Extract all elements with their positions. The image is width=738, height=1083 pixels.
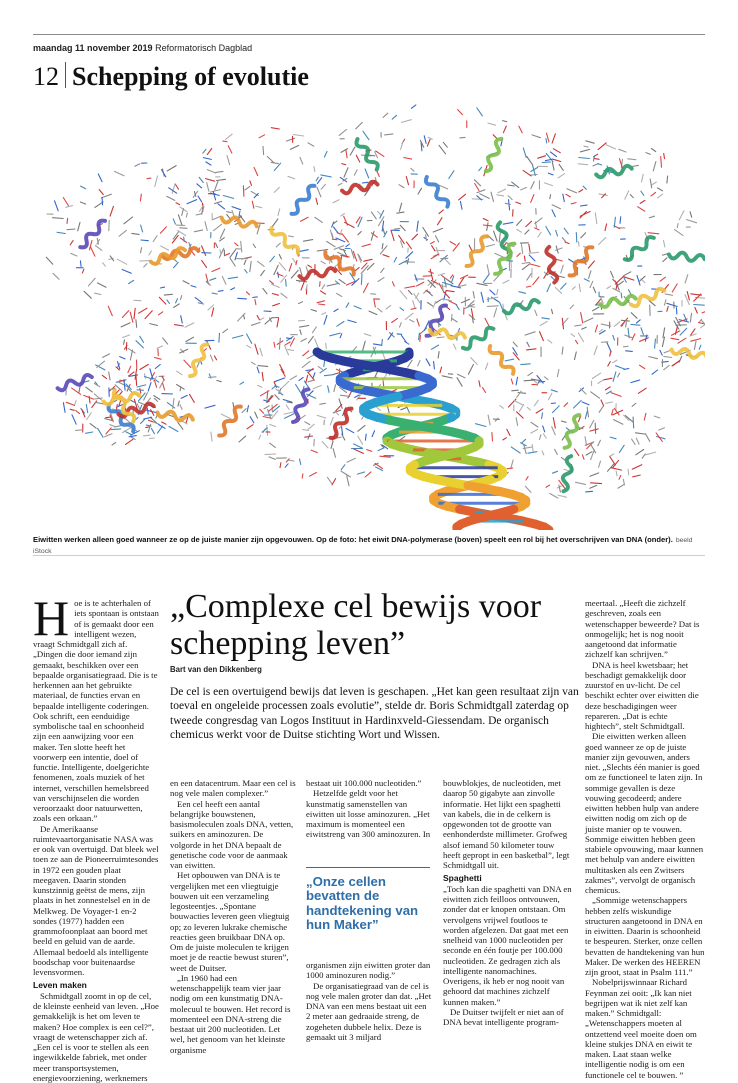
paragraph: De Amerikaanse ruimtevaartorganisatie NASA was er ook van overtuigd. Dat bleek wel toen ze aan de Pioneerruimtesondes in 1972 een gouden plaat meegaven. Daarin stonden kunstzinnig geëtst de mens, zijn plaats in het zonnestelsel en in de Melkweg. De Voyager-1 en-2 sondes (1977) hadden een grammofoonplaat aan boord met beeld en geluid van de aarde. Allemaal bedoeld als intelligente boodschap voor buitenaardse levensvormen.: [33, 824, 159, 978]
drop-cap: H: [33, 598, 69, 638]
paragraph: „Sommige wetenschappers hebben zelfs wiskundige structuren aangetoond in DNA en in eiwitten. Daarin is schoonheid te bespeuren. Sterker, onze cellen bevatten de handtekening van hun Maker. De werken des HEEREN zijn groot, staat in Psalm 111.”: [585, 895, 705, 977]
paragraph: [33, 598, 159, 824]
pull-quote: „Onze cellen bevatten de handtekening van hun Maker”: [306, 867, 430, 933]
article-column-3: [306, 778, 432, 840]
dna-double-helix: [317, 352, 549, 530]
paragraph: Hetzelfde geldt voor het kunstmatig samenstellen van eiwitten uit losse aminozuren. „Het maximum is momenteel een eiwitstreng van 300 aminozuren. In: [306, 788, 432, 839]
paragraph-text: oe is te achterhalen of iets spontaan is ontstaan of is gemaakt door een intelligent wezen, vraagt Schmidtgall zich af. „Dingen die door iemand zijn gemaakt, beschikken over een bepaalde organisatiegraad. Die is te herkennen aan het gebruikte materiaal, de functies ervan en bepaalde intelligente coderingen. Ook schrift, een eenduidige symbolische taal en schoonheid zijn een aanwijzing voor een maker. Ten slotte heeft het voorwerp een intentie, doel of functie. Intelligente, doelgerichte fenomenen, zoals muziek of het internet, verschillen hemelsbreed van verschijnselen die worden veroorzaakt door natuurwetten, zoals een orkaan.”: [33, 598, 159, 823]
article-byline: Bart van den Dikkenberg: [170, 665, 262, 674]
paragraph: De Duitser twijfelt er niet aan of DNA bevat intelligente program-: [443, 1007, 573, 1028]
caption-text: Eiwitten werken alleen goed wanneer ze op de juiste manier zijn opgevouwen. Op de foto: het eiwit DNA-polymerase (boven) speelt een rol bij het overschrijven van DNA (onder).: [33, 535, 673, 544]
dateline: [33, 43, 252, 53]
paragraph: DNA is heel kwetsbaar; het beschadigt gemakkelijk door zuurstof en uv-licht. De cel beschikt echter over eiwitten die deze beschadigingen weer repareren. „Dat is echte hightech”, stelt Schmidtgall.: [585, 660, 705, 732]
article-column-3-continued: [306, 960, 432, 1042]
subheading-spaghetti: Spaghetti: [443, 873, 573, 884]
issue-date: maandag 11 november 2019: [33, 43, 153, 53]
photo-caption: [33, 535, 705, 557]
paragraph: „In 1960 had een wetenschappelijk team vier jaar nodig om een kunstmatig DNA-molecuul te bouwen. Het record is momenteel een DNA-streng die bestaat uit 200 nucleotiden. Let wel, het genoom van het kleinste organisme: [170, 973, 296, 1055]
paragraph: Schmidtgall zoomt in op de cel, de kleinste eenheid van leven. „Hoe gemakkelijk is het om leven te maken? Hoe complex is een cel?”, vraagt de wetenschapper zich af. „Een cel is voor te stellen als een ingewikkelde fabriek, met onder meer transportsystemen, energievoorziening, werknemers: [33, 991, 159, 1083]
header-separator: [65, 62, 66, 88]
paragraph: bouwblokjes, de nucleotiden, met daarop 50 gigabyte aan zinvolle informatie. Het lijkt een spaghetti van kabels, die in de celkern is opgewonden tot de grootte van eenhonderdste millimeter. Grofweg alsof iemand 50 kilometer touw heeft gepropt in een basketbal”, legt Schmidtgall uit.: [443, 778, 573, 870]
paragraph: Nobelprijswinnaar Richard Feynman zei ooit: „Ik kan niet begrijpen wat ik niet zelf kan maken.” Schmidtgall: „Wetenschappers moeten al ontzettend veel moeite doen om kleine stukjes DNA en eiwit te maken. Laat staan welke intelligentie nodig is om een functionele cel te bouwen. ”: [585, 977, 705, 1080]
dna-polymerase-illustration: [33, 102, 705, 530]
paragraph: De organisatiegraad van de cel is nog vele malen groter dan dat. „Het DNA van een mens bestaat uit een 2 meter aan gedraaide streng, de zogeheten dubbele helix. Deze is gemaakt uit 3 miljard: [306, 981, 432, 1043]
article-column-2: [170, 778, 296, 1055]
photo-credit: beeld iStock: [33, 537, 692, 555]
publication-name: Reformatorisch Dagblad: [155, 43, 252, 53]
subheading-leven-maken: Leven maken: [33, 980, 159, 991]
paragraph: „Toch kan die spaghetti van DNA en eiwitten zich feilloos ontvouwen, zonder dat er knopen ontstaan. Om vervolgens vrijwel foutloos te worden afgelezen. Dat gaat met een snelheid van 1000 nucleotiden per seconde en één foutje per 100.000 nucleotiden. Ze gedragen zich als intelligente nanomachines. Overigens, ik heb er nog nooit van gehoord dat machines zichzelf kunnen maken.”: [443, 884, 573, 1007]
caption-rule: [33, 555, 705, 556]
article-column-4: [443, 778, 573, 1027]
section-title: Schepping of evolutie: [72, 64, 309, 90]
page-number: 12: [33, 64, 59, 90]
article-column-1: [33, 598, 159, 1083]
header-rule: [33, 34, 705, 35]
paragraph: Een cel heeft een aantal belangrijke bouwstenen, basismoleculen zoals DNA, vetten, suikers en aminozuren. De volgorde in het DNA bepaalt de genetische code voor de aanmaak van eiwitten.: [170, 799, 296, 871]
article-headline: „Complexe cel bewijs voor schepping leven”: [170, 588, 590, 662]
article-intro: De cel is een overtuigend bewijs dat leven is geschapen. „Het kan geen resultaat zijn van toeval en ongeleide processen zoals evolutie”, stelde dr. Boris Schmidtgall zaterdag op tweede congresdag van Logos Instituut in Hardinxveld-Giessendam. De organisch chemicus werkt voor de Duitse stichting Wort und Wissen.: [170, 685, 588, 742]
paragraph: bestaat uit 100.000 nucleotiden.”: [306, 778, 432, 788]
paragraph: meertaal. „Heeft die zichzelf geschreven, zoals een wetenschapper beweerde? Dat is onmogelijk; het is nog nooit aangetoond dat informatie zichzelf kan schrijven.”: [585, 598, 705, 660]
article-photo: [33, 102, 705, 530]
paragraph: Het opbouwen van DNA is te vergelijken met een vliegtuigje bouwen uit een verzameling legosteentjes. „Spontane bouwacties leveren geen vliegtuig op; zo leveren lukrake chemische reacties geen bruikbaar DNA op. Om de juiste moleculen te krijgen moet je de reactie bewust sturen”, weet de Duitser.: [170, 870, 296, 973]
paragraph: en een datacentrum. Maar een cel is nog vele malen complexer.”: [170, 778, 296, 799]
page-header: [33, 60, 309, 90]
paragraph: Die eiwitten werken alleen goed wanneer ze op de juiste manier zijn gevouwen, anders niet. „Slechts één manier is goed om ze functioneel te laten zijn. In sommige gevallen is deze vouwing gecodeerd; andere eiwitten hebben hulp van andere eiwitten nodig om zich op de juiste manier op te vouwen. Sommige eiwitten hebben geen stabiele opvouwing, maar kunnen met behulp van andere eiwitten multitasken als een Zwitsers zakmes”, vervolgt de organisch chemicus.: [585, 731, 705, 895]
paragraph: organismen zijn eiwitten groter dan 1000 aminozuren nodig.”: [306, 960, 432, 981]
protein-ribbons: [58, 139, 705, 492]
article-column-5: [585, 598, 705, 1080]
